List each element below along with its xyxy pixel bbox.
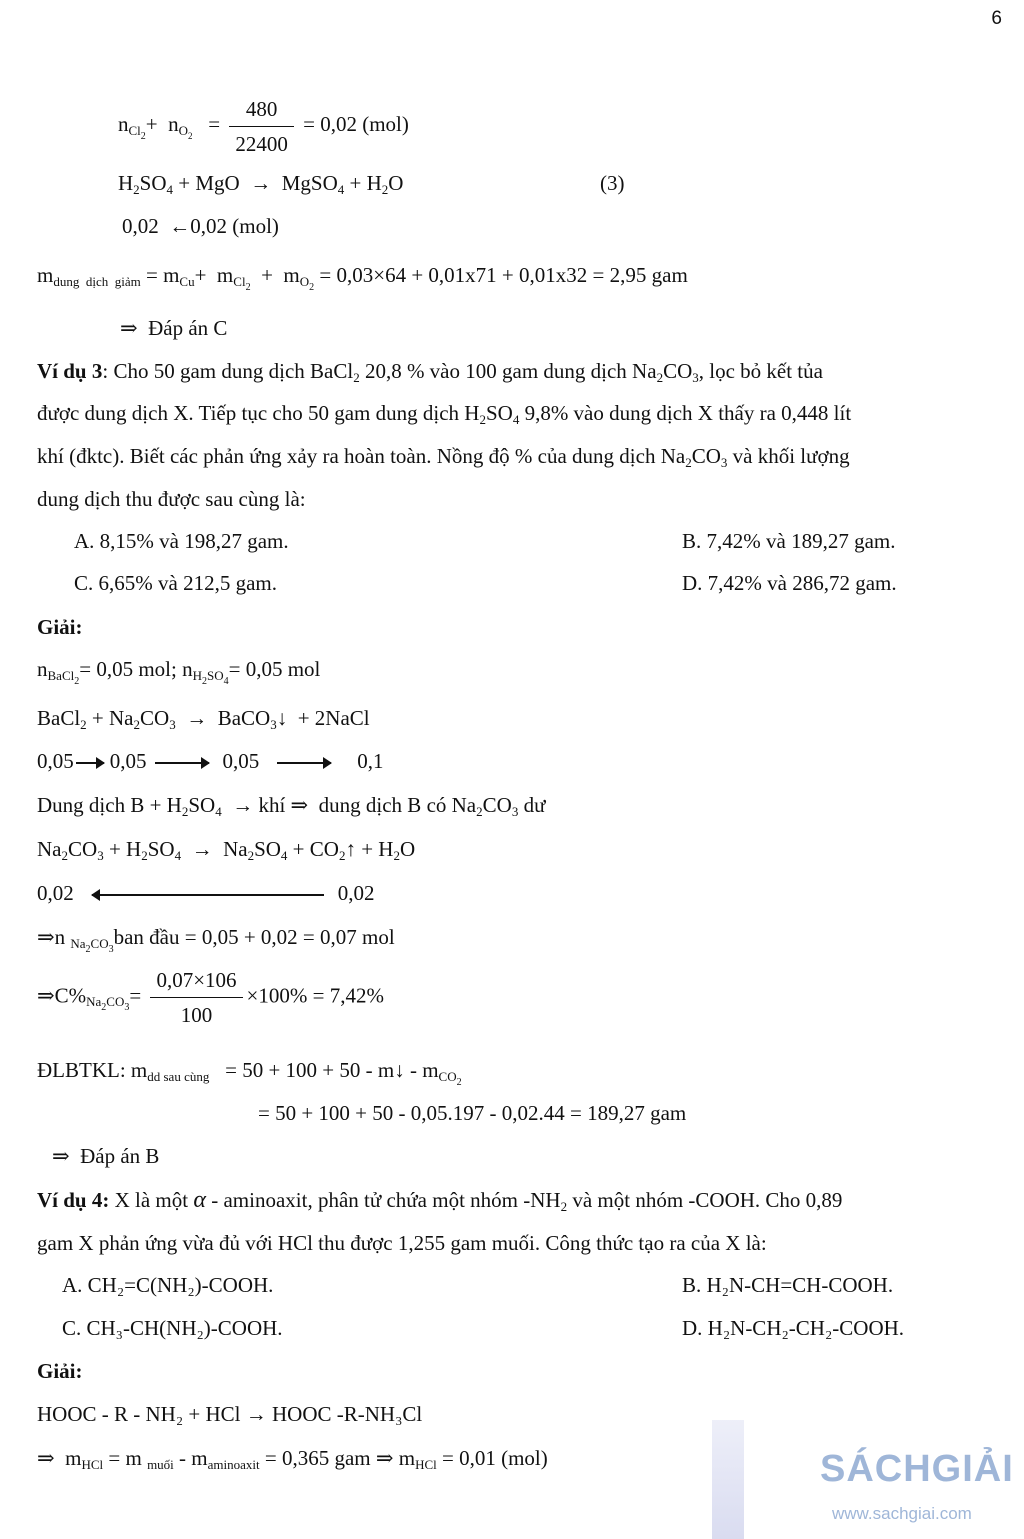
ex3-option-a: A. 8,15% và 198,27 gam.: [74, 529, 289, 553]
ex3-mole-back: 0,02 0,02: [37, 881, 375, 905]
ex3-reaction-2: $Na_2CO_3 + H_2SO_4 \to Na_2SO_4$ + $CO_2↑ + H_2O$: [37, 837, 416, 863]
ex3-option-d: D. 7,42% và 286,72 gam.: [682, 571, 897, 595]
ex3-question-line3: khí (đktc). Biết các phản ứng xảy ra hoàn toàn. Nồng độ % của dung dịch $Na_2CO_3$ và khối lượng: [37, 444, 850, 470]
ex3-moles: $n_{BaCl_2}= 0,05$ mol; $n_{H_2SO_4}= 0,05$ mol: [37, 657, 321, 687]
ex4-question-line1: Ví dụ 4: X là một α - aminoaxit, phân tử chứa một nhóm $-NH_2$ và một nhóm -COOH. Cho 0,89: [37, 1187, 843, 1214]
ex3-concentration: $\Rightarrow C\%_{Na_2CO_3}=$ $\frac{0,07\times 106}{100}$ ×100% = 7,42%: [37, 965, 384, 1030]
ex3-question-line2: được dung dịch X. Tiếp tục cho 50 gam dung dịch $H_2SO_4$ 9,8% vào dung dịch X thấy ra 0,448 lít: [37, 401, 852, 427]
ex3-solution-heading: Giải:: [37, 615, 83, 639]
fraction: $\frac{0,07\times 106}{100}$: [150, 965, 242, 1030]
watermark-url: www.sachgiai.com: [832, 1504, 972, 1523]
ex3-option-c: C. 6,65% và 212,5 gam.: [74, 571, 277, 595]
ex4-reaction: HOOC - R - NH₂ + HCl → HOOC -R-NH₃Cl: [37, 1402, 423, 1426]
ex4-option-b: B. H₂N-CH=CH-COOH.: [682, 1273, 894, 1297]
ex3-mole-chain: 0,05 0,05 0,05 0,1: [37, 749, 384, 773]
ex4-solution-heading: Giải:: [37, 1359, 83, 1383]
watermark-logo: [810, 1430, 1020, 1535]
reaction-3: $H_2SO_4$ + MgO → MgSO$_4$ + $H_2O$: [118, 171, 404, 197]
ex4-hcl-mass: ⇒ $m_{HCl} = m$ $_{muối} - m_{aminoaxit} = 0,365$ gam ⇒ $m_{HCl} = 0,01$ (mol): [37, 1446, 548, 1472]
page-number: 6: [991, 8, 1002, 29]
eq-moles-gas: $n_{Cl_2}+ n_{O_2}$ = $\frac{480}{22400}$ = 0,02 (mol): [118, 94, 409, 159]
ex3-question-line4: dung dịch thu được sau cùng là:: [37, 487, 306, 511]
ex3-mass-balance: ĐLBTKL: $m_{dd sau cùng}$ = 50 + 100 + 50 - m↓ - $m_{CO_2}$: [37, 1058, 462, 1088]
watermark-brand: SÁCHGIẢI: [820, 1448, 1014, 1490]
ex4-option-d: D. H₂N-CH₂-CH₂-COOH.: [682, 1316, 905, 1340]
mass-decrease-eq: $m_{dung dịch giảm} = m_{Cu}+ m_{Cl_2} + m_{O_2} = 0,03\times 64 + 0,01x71 + 0,01x32 = 2,95$ gam: [37, 263, 688, 293]
ex3-question-line1: Ví dụ 3: Cho 50 gam dung dịch BaCl$_2$ 20,8 % vào 100 gam dung dịch $Na_2CO_3$, lọc bỏ kết tủa: [37, 359, 823, 385]
ex4-question-line2: gam X phản ứng vừa đủ với HCl thu được 1,255 gam muối. Công thức tạo ra của X là:: [37, 1231, 767, 1255]
ex3-reaction-1: BaCl$_2$ + $Na_2CO_3$ → BaCO$_3$↓ + 2NaCl: [37, 706, 370, 732]
ex4-option-c: C. CH₃-CH(NH₂)-COOH.: [62, 1316, 283, 1340]
fraction: $\frac{480}{22400}$: [229, 94, 294, 159]
reaction-tag: (3): [600, 171, 625, 195]
ex3-mass-result: = 50 + 100 + 50 - 0,05.197 - 0,02.44 = 189,27 gam: [258, 1101, 687, 1125]
decorative-bar: [712, 1420, 744, 1539]
answer-b: ⇒ Đáp án B: [52, 1144, 160, 1168]
ex3-initial-moles: ⇒n $_{Na_2CO_3}$ban đầu = 0,05 + 0,02 = 0,07 mol: [37, 925, 395, 955]
ex3-observation: Dung dịch $B + H_2SO_4$ → khí ⇒ dung dịch B có $Na_2CO_3$ dư: [37, 793, 546, 819]
answer-c: ⇒ Đáp án C: [120, 316, 228, 340]
mole-ratio: 0,02 ←0,02 (mol): [122, 214, 279, 238]
ex3-option-b: B. 7,42% và 189,27 gam.: [682, 529, 896, 553]
ex4-option-a: A. CH₂=C(NH₂)-COOH.: [62, 1273, 274, 1297]
